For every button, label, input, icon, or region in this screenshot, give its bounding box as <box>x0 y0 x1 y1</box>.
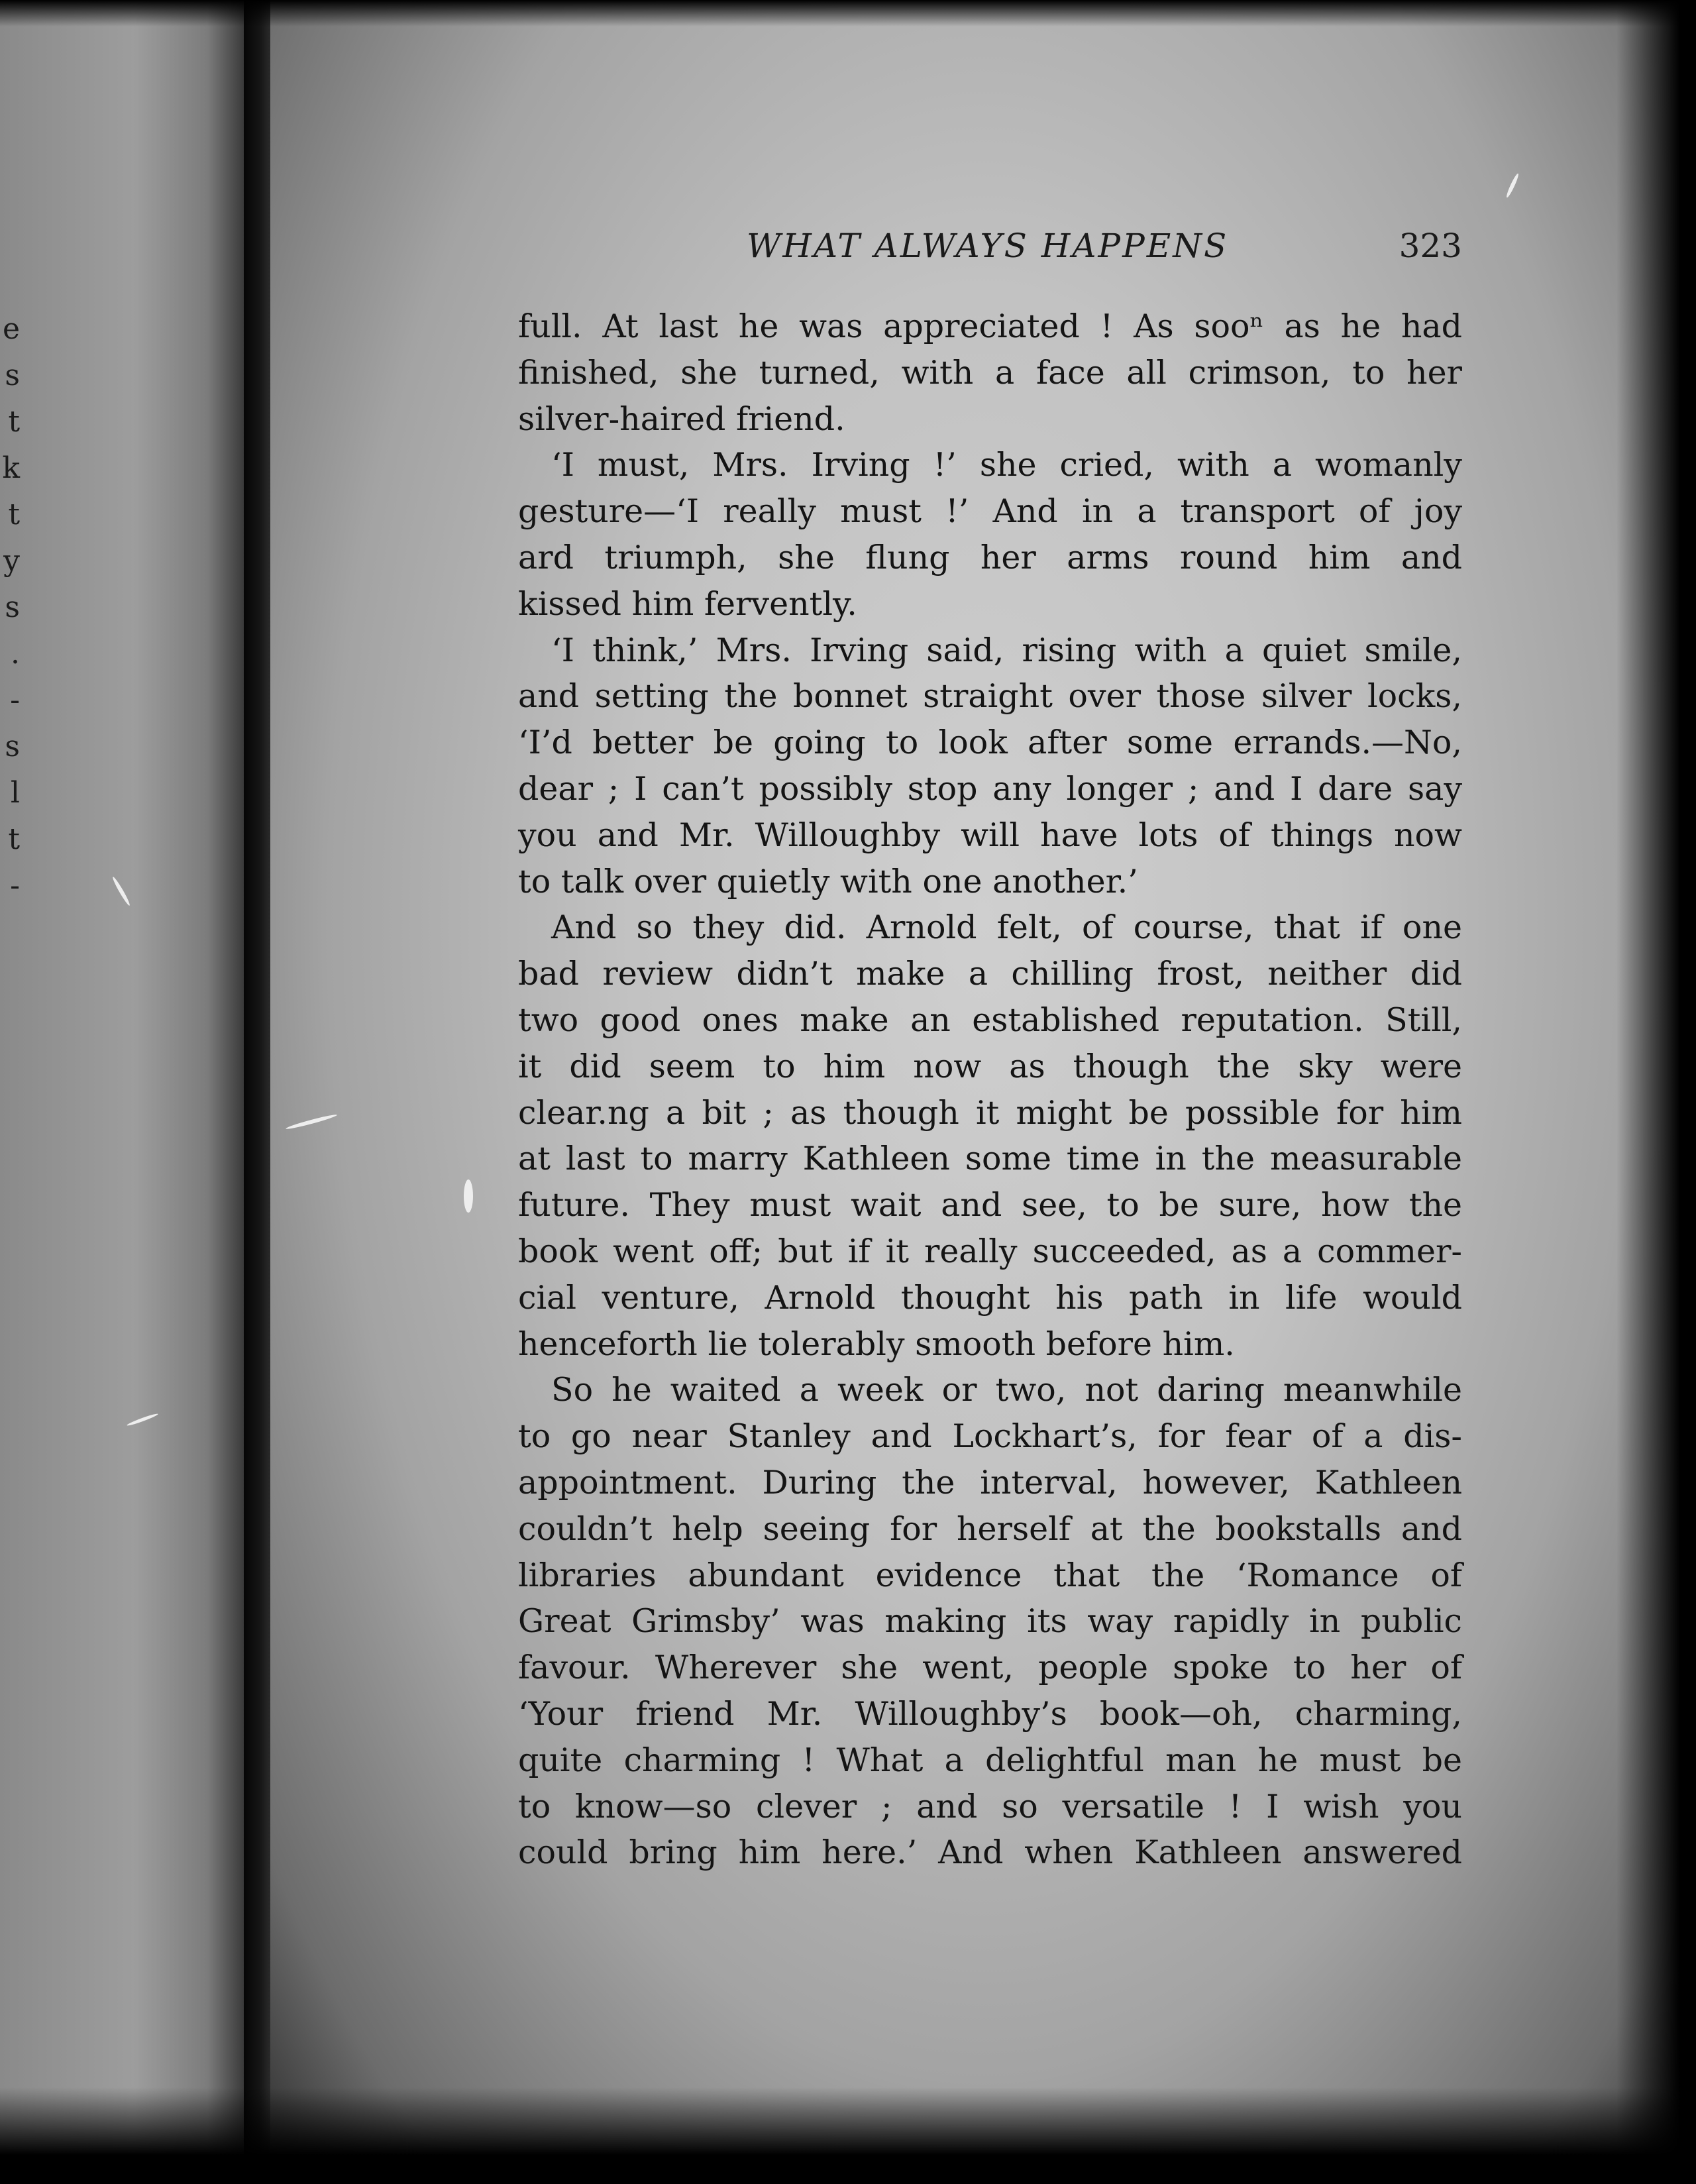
text-line: libraries abundant evidence that the ‘Romance of <box>518 1556 1462 1594</box>
running-head: WHAT ALWAYS HAPPENS <box>747 227 1229 265</box>
text-line: it did seem to him now as though the sky were <box>518 1047 1462 1085</box>
left-facing-page <box>0 0 244 2184</box>
margin-char: y <box>3 544 20 578</box>
text-line: appointment. During the interval, however, Kathleen <box>518 1463 1462 1502</box>
text-line: quite charming ! What a delightful man he must be <box>518 1741 1462 1779</box>
text-line: ard triumph, she flung her arms round him and <box>518 538 1462 576</box>
margin-char: s <box>5 358 20 392</box>
text-line: ‘I think,’ Mrs. Irving said, rising with a quiet smile, <box>551 631 1462 669</box>
text-line: to go near Stanley and Lockhart’s, for fear of a dis- <box>518 1417 1462 1456</box>
text-line: henceforth lie tolerably smooth before him. <box>518 1325 1235 1363</box>
scan-bottom-shadow <box>0 2087 1696 2184</box>
text-line: at last to marry Kathleen some time in the measurable <box>518 1140 1462 1178</box>
text-line: So he waited a week or two, not daring meanwhile <box>551 1371 1462 1409</box>
margin-char: t <box>8 405 20 439</box>
body-text <box>518 303 1462 1876</box>
text-line: and setting the bonnet straight over those silver locks, <box>518 677 1462 716</box>
text-line: cial venture, Arnold thought his path in life would <box>518 1278 1462 1317</box>
text-line: gesture—‘I really must !’ And in a transport of joy <box>518 492 1462 531</box>
margin-char: - <box>10 683 20 717</box>
text-line: kissed him fervently. <box>518 584 857 623</box>
text-line: two good ones make an established reputation. Still, <box>518 1001 1462 1039</box>
text-line: finished, she turned, with a face all crimson, to her <box>518 353 1462 392</box>
scan-right-shadow <box>1616 0 1696 2184</box>
text-line: ‘I’d better be going to look after some errands.—No, <box>518 724 1462 762</box>
text-line: bad review didn’t make a chilling frost, neither did <box>518 955 1462 993</box>
page-number: 323 <box>1399 227 1462 265</box>
text-line: full. At last he was appreciated ! As sooⁿ as he had <box>518 307 1462 345</box>
text-line: could bring him here.’ And when Kathleen answered <box>518 1833 1462 1872</box>
text-line: future. They must wait and see, to be sure, how the <box>518 1186 1462 1225</box>
margin-char: t <box>8 822 20 856</box>
margin-char: - <box>10 869 20 902</box>
text-line: couldn’t help seeing for herself at the bookstalls and <box>518 1509 1462 1548</box>
margin-char: . <box>11 637 20 671</box>
margin-char: e <box>2 312 20 346</box>
text-line: And so they did. Arnold felt, of course, that if one <box>551 908 1462 947</box>
text-line: to talk over quietly with one another.’ <box>518 862 1138 901</box>
text-line: favour. Wherever she went, people spoke to her of <box>518 1649 1462 1687</box>
margin-char: l <box>10 776 20 810</box>
book-gutter <box>244 0 270 2184</box>
margin-char: s <box>5 730 20 763</box>
text-line: Great Grimsby’ was making its way rapidly in public <box>518 1602 1462 1641</box>
text-line: clear.ng a bit ; as though it might be possible for him <box>518 1093 1462 1132</box>
text-line: book went off; but if it really succeeded, as a commer- <box>518 1232 1462 1270</box>
text-line: silver-haired friend. <box>518 400 845 438</box>
text-line: ‘Your friend Mr. Willoughby’s book—oh, charming, <box>518 1694 1462 1733</box>
text-line: ‘I must, Mrs. Irving !’ she cried, with a womanly <box>551 446 1462 484</box>
scan-top-shadow <box>0 0 1696 27</box>
margin-char: t <box>8 498 20 531</box>
text-line: to know—so clever ; and so versatile ! I wish you <box>518 1787 1462 1826</box>
dust-speck <box>464 1179 473 1213</box>
text-line: you and Mr. Willoughby will have lots of things now <box>518 816 1462 854</box>
text-line: dear ; I can’t possibly stop any longer ; and I dare say <box>518 769 1462 808</box>
page-header <box>518 227 1462 280</box>
margin-char: s <box>5 590 20 624</box>
left-page-cut-off-text <box>0 306 20 909</box>
margin-char: k <box>2 451 20 485</box>
